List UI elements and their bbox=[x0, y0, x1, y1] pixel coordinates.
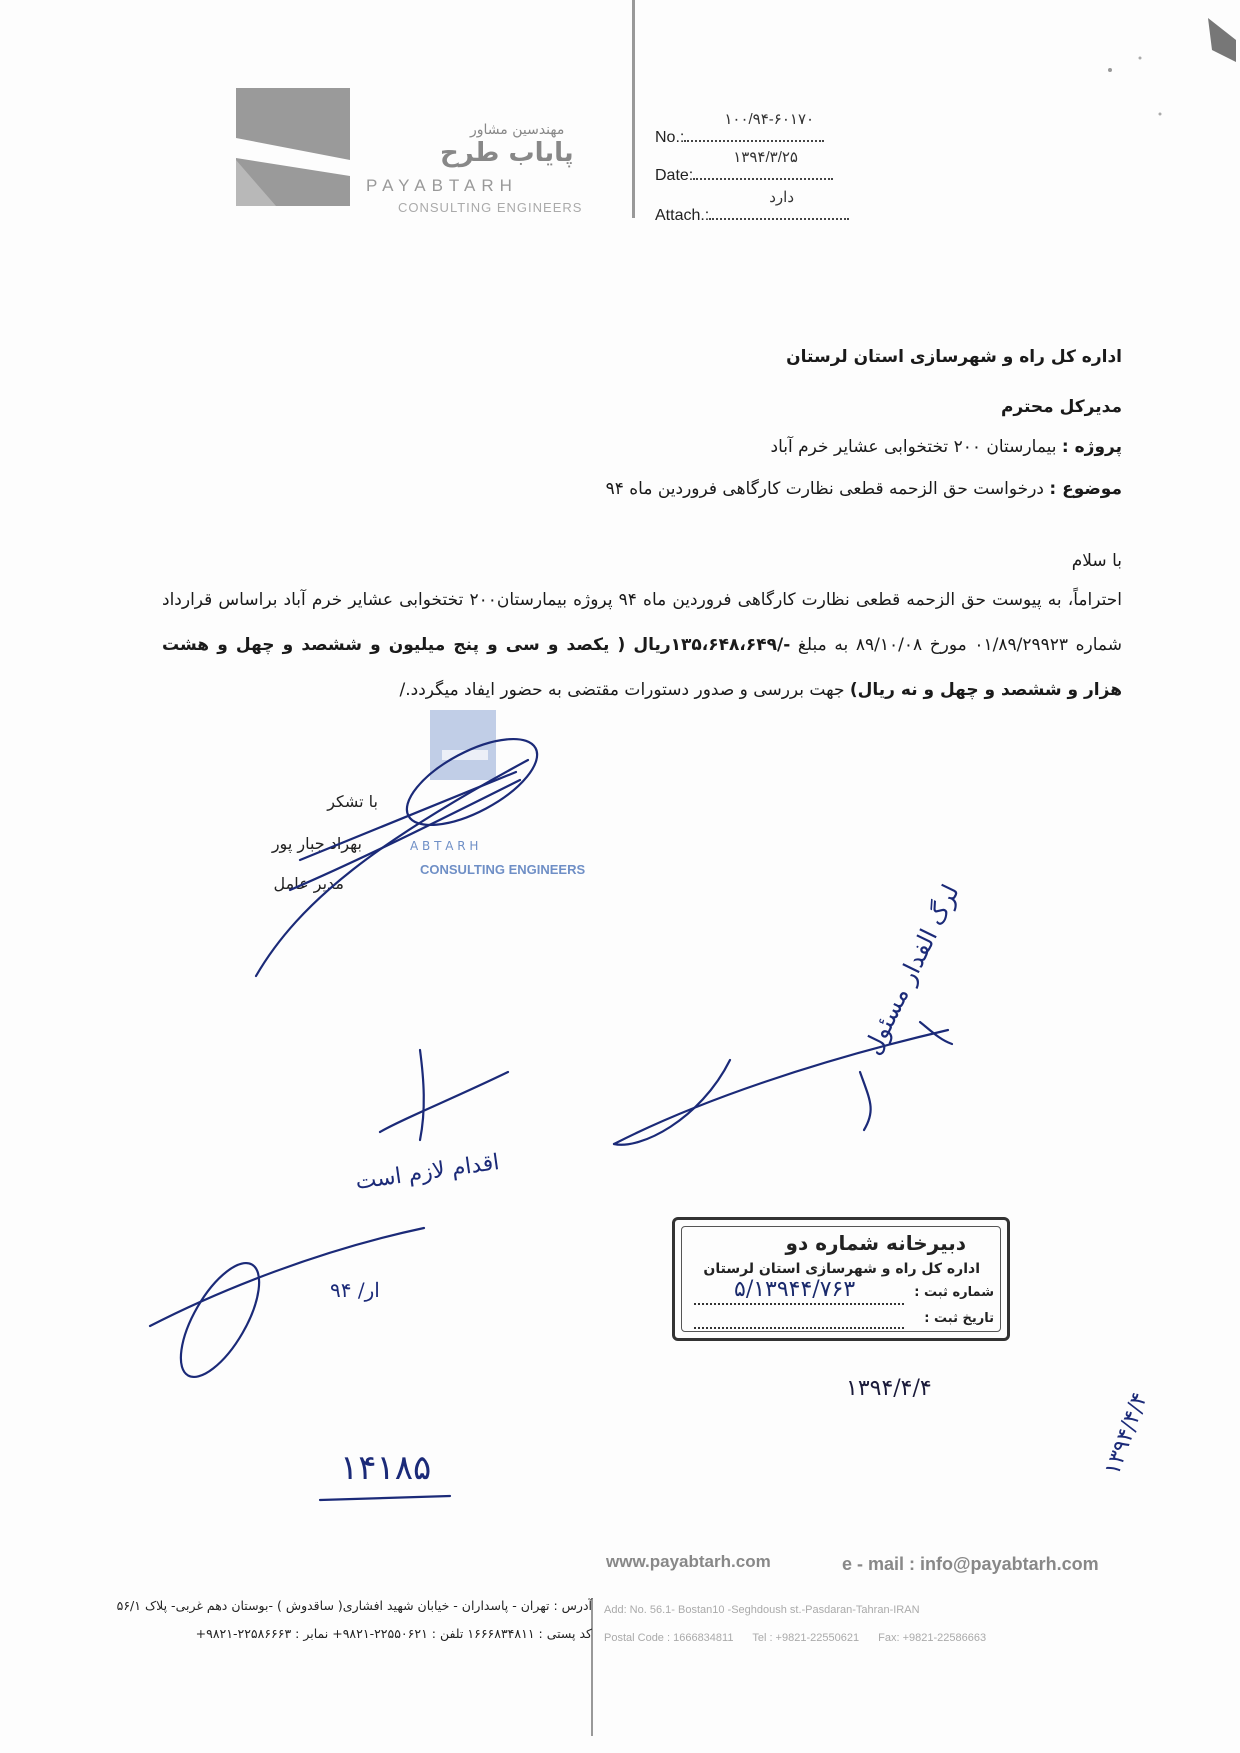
body-text-part1: احتراماً، به پیوست حق الزحمه قطعی نظارت کارگاهی فروردین ماه ۹۴ پروژه بیمارستان۲۰۰ تختخوابی عشایر خرم آباد براساس قرارداد شماره ۰۱/۸۹/۲۹۹۲۳ مورخ ۸۹/۱۰/۰۸ به مبلغ bbox=[162, 590, 1123, 655]
letter-number-row bbox=[655, 111, 824, 147]
stamp-reg-number-value: ۵/۱۳۹۴۴/۷۶۳ bbox=[734, 1277, 856, 1302]
handwritten-note-right: لرگ الفدار مسئول bbox=[858, 880, 966, 1060]
recipient-title: مدیرکل محترم bbox=[1000, 397, 1122, 417]
letter-body-paragraph bbox=[162, 578, 1122, 713]
stamp-reg-number-label: شماره ثبت : bbox=[914, 1285, 994, 1300]
signer-name: بهراد جبار پور bbox=[271, 834, 362, 853]
subject-label: موضوع : bbox=[1049, 479, 1122, 499]
registration-stamp bbox=[672, 1217, 1010, 1341]
subject-value: درخواست حق الزحمه قطعی نظارت کارگاهی فروردین ماه ۹۴ bbox=[605, 479, 1044, 499]
project-value: بیمارستان ۲۰۰ تختخوابی عشایر خرم آباد bbox=[770, 437, 1057, 457]
letter-attach-label: Attach.: bbox=[655, 207, 710, 224]
stamp-organization: اداره کل راه و شهرسازی استان لرستان bbox=[703, 1261, 980, 1277]
logo-english-name: PAYABTARH bbox=[366, 176, 518, 195]
footer-divider bbox=[591, 1598, 593, 1736]
handwritten-note-left: اقدام لازم است bbox=[354, 1150, 502, 1195]
recipient-organization: اداره کل راه و شهرسازی استان لرستان bbox=[786, 347, 1122, 367]
handwritten-number: ۱۴۱۸۵ bbox=[340, 1448, 432, 1488]
svg-text:A B T A R H: A B T A R H bbox=[410, 839, 479, 853]
footer-address-english: Add: No. 56.1- Bostan10 -Seghdoush st.-Pasdaran-Tahran-IRAN bbox=[604, 1604, 920, 1616]
stamp-reg-date-label: تاریخ ثبت : bbox=[924, 1311, 994, 1326]
handwritten-small-left: ۹۴ /ار bbox=[330, 1278, 380, 1302]
subject-line bbox=[606, 478, 1122, 502]
closing-thanks: با تشکر bbox=[327, 792, 378, 811]
company-seal-icon bbox=[380, 700, 560, 880]
letter-attach-value: دارد bbox=[769, 189, 795, 206]
project-line bbox=[771, 436, 1122, 460]
logo-persian-name: پایاب طرح bbox=[440, 138, 574, 168]
header-divider bbox=[632, 0, 635, 218]
body-text-part2: جهت بررسی و صدور دستورات مقتضی به حضور ایفاد میگردد./ bbox=[399, 680, 850, 700]
stamp-title: دبیرخانه شماره دو bbox=[785, 1231, 966, 1255]
letter-number-label: No.: bbox=[655, 129, 685, 146]
body-amount-text: -/۱۳۵،۶۴۸،۶۴۹ریال ( یکصد و سی و پنج میلیون و ششصد و چهل و هشت هزار و ششصد و چهل و نه ریال) bbox=[162, 635, 1122, 700]
footer-postal-persian: کد پستی : ۱۶۶۶۸۳۴۸۱۱ تلفن : ۲۲۵۵۰۶۲۱-۹۸۲۱+ نمابر : ۲۲۵۸۶۶۶۳-۹۸۲۱+ bbox=[195, 1626, 592, 1641]
footer-address-persian: آدرس : تهران - پاسداران - خیابان شهید افشاری( ساقدوش ) -بوستان دهم غربی- پلاک ۵۶/۱ bbox=[116, 1598, 592, 1613]
letter-date-value: ۱۳۹۴/۳/۲۵ bbox=[733, 149, 798, 166]
footer-fax-english: Fax: +9821-22586663 bbox=[878, 1632, 987, 1644]
footer-email: e - mail : info@payabtarh.com bbox=[842, 1554, 1099, 1574]
logo-english-subtitle: CONSULTING ENGINEERS bbox=[398, 200, 583, 215]
footer-tel-english: Tel : +9821-22550621 bbox=[752, 1632, 860, 1644]
logo-persian-subtitle: مهندسین مشاور bbox=[470, 122, 565, 138]
scan-artifact-icon bbox=[1100, 10, 1240, 140]
letter-date-row bbox=[655, 149, 833, 185]
footer-contact-english bbox=[604, 1632, 1002, 1644]
footer-postal-english: Postal Code : 1666834811 bbox=[604, 1632, 734, 1644]
signer-title: مدیر عامل bbox=[273, 874, 344, 893]
seal-english-text: CONSULTING ENGINEERS bbox=[420, 862, 586, 877]
footer-website: www.payabtarh.com bbox=[606, 1552, 771, 1571]
project-label: پروژه : bbox=[1061, 437, 1122, 457]
greeting: با سلام bbox=[1071, 551, 1122, 571]
letter-attach-row bbox=[655, 189, 849, 225]
letter-number-value: ۱۰۰/۹۴-۶۰۱۷۰ bbox=[724, 111, 815, 128]
logo-shape-icon bbox=[236, 88, 350, 206]
handwritten-registration-date: ۱۳۹۴/۴/۴ bbox=[846, 1376, 932, 1401]
letter-date-label: Date: bbox=[655, 167, 694, 184]
handwritten-side-date: ۱۳۹۴/۴/۴ bbox=[1100, 1389, 1153, 1479]
company-logo-mark bbox=[236, 88, 350, 206]
